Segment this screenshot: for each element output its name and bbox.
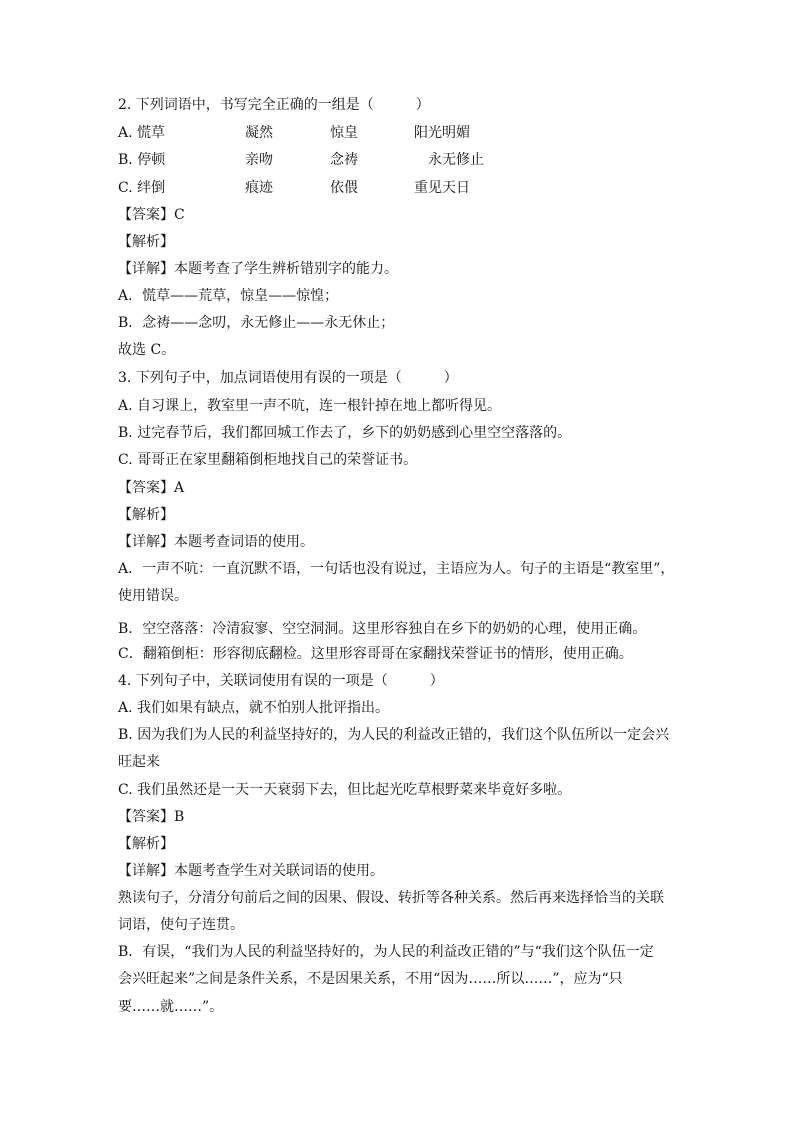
q2-option-a-word4: 阳光明媚 (414, 125, 470, 141)
question-2-stem: 2. 下列词语中，书写完全正确的一组是（ ） (118, 97, 430, 113)
q4-explanation-line: 会兴旺起来”之间是条件关系，不是因果关系，不用“因为……所以……”，应为“只 (118, 971, 623, 987)
q2-option-b-word2: 亲吻 (245, 152, 273, 168)
q4-option-b: B. 因为我们为人民的利益坚持好的，为人民的利益改正错的，我们这个队伍所以一定会兴 (118, 727, 670, 743)
q3-explanation-line: 使用错误。 (118, 588, 188, 604)
q4-option-b-continued: 旺起来 (118, 754, 160, 770)
q2-option-c-word2: 痕迹 (245, 180, 273, 196)
q2-explanation-line: A．慌草——荒草，惊皇——惊惶； (118, 288, 339, 304)
q3-option-b: B. 过完春节后，我们都回城工作去了，乡下的奶奶感到心里空空落落的。 (118, 425, 572, 441)
q2-option-c-word3: 依偎 (330, 180, 358, 196)
q2-option-c-word4: 重见天日 (414, 180, 470, 196)
q3-detail: 【详解】本题考查词语的使用。 (118, 534, 314, 550)
q2-explanation-line: B．念祷——念叨，永无修止——永无休止； (118, 315, 395, 331)
q3-option-a: A. 自习课上，教室里一声不吭，连一根针掉在地上都听得见。 (118, 398, 502, 414)
q3-explanation-line: C．翻箱倒柜：形容彻底翻检。这里形容哥哥在家翻找荣誉证书的情形，使用正确。 (118, 646, 633, 662)
q2-detail: 【详解】本题考查了学生辨析错别字的能力。 (118, 261, 398, 277)
q4-analysis-title: 【解析】 (118, 836, 174, 852)
question-4-stem: 4. 下列句子中，关联词使用有误的一项是（ ） (118, 673, 444, 689)
q4-explanation-line: 要……就……”。 (118, 999, 224, 1015)
q4-option-c: C. 我们虽然还是一天一天衰弱下去，但比起光吃草根野菜来毕竟好多啦。 (118, 782, 572, 798)
q2-conclusion: 故选 C。 (118, 342, 176, 358)
q4-detail: 【详解】本题考查学生对关联词语的使用。 (118, 863, 384, 879)
q3-answer: 【答案】A (118, 480, 185, 496)
q3-option-c: C. 哥哥正在家里翻箱倒柜地找自己的荣誉证书。 (118, 452, 418, 468)
q2-analysis-title: 【解析】 (118, 234, 174, 250)
q2-option-a-label: A. 慌草 (118, 125, 166, 141)
q2-answer: 【答案】C (118, 207, 185, 223)
q4-explanation-line: 熟读句子，分清分句前后之间的因果、假设、转折等各种关系。然后再来选择恰当的关联 (118, 890, 664, 906)
q3-analysis-title: 【解析】 (118, 507, 174, 523)
q2-option-a-word3: 惊皇 (330, 125, 358, 141)
q2-option-c-label: C. 绊倒 (118, 180, 166, 196)
q3-explanation-line: B．空空落落：冷清寂寥、空空洞洞。这里形容独自在乡下的奶奶的心理，使用正确。 (118, 621, 647, 637)
q2-option-b-label: B. 停顿 (118, 152, 166, 168)
q4-answer: 【答案】B (118, 809, 185, 825)
q4-explanation-line: B．有误，“我们为人民的利益坚持好的，为人民的利益改正错的”与“我们这个队伍一定 (118, 944, 654, 960)
q2-option-b-word4: 永无修止 (428, 152, 484, 168)
q3-explanation-line: A．一声不吭：一直沉默不语，一句话也没有说过，主语应为人。句子的主语是“教室里”， (118, 561, 675, 577)
q2-option-a-word2: 凝然 (245, 125, 273, 141)
q4-explanation-line: 词语，使句子连贯。 (118, 917, 244, 933)
q2-option-b-word3: 念祷 (330, 152, 358, 168)
q4-option-a: A. 我们如果有缺点，就不怕别人批评指出。 (118, 700, 390, 716)
question-3-stem: 3. 下列句子中，加点词语使用有误的一项是（ ） (118, 370, 458, 386)
